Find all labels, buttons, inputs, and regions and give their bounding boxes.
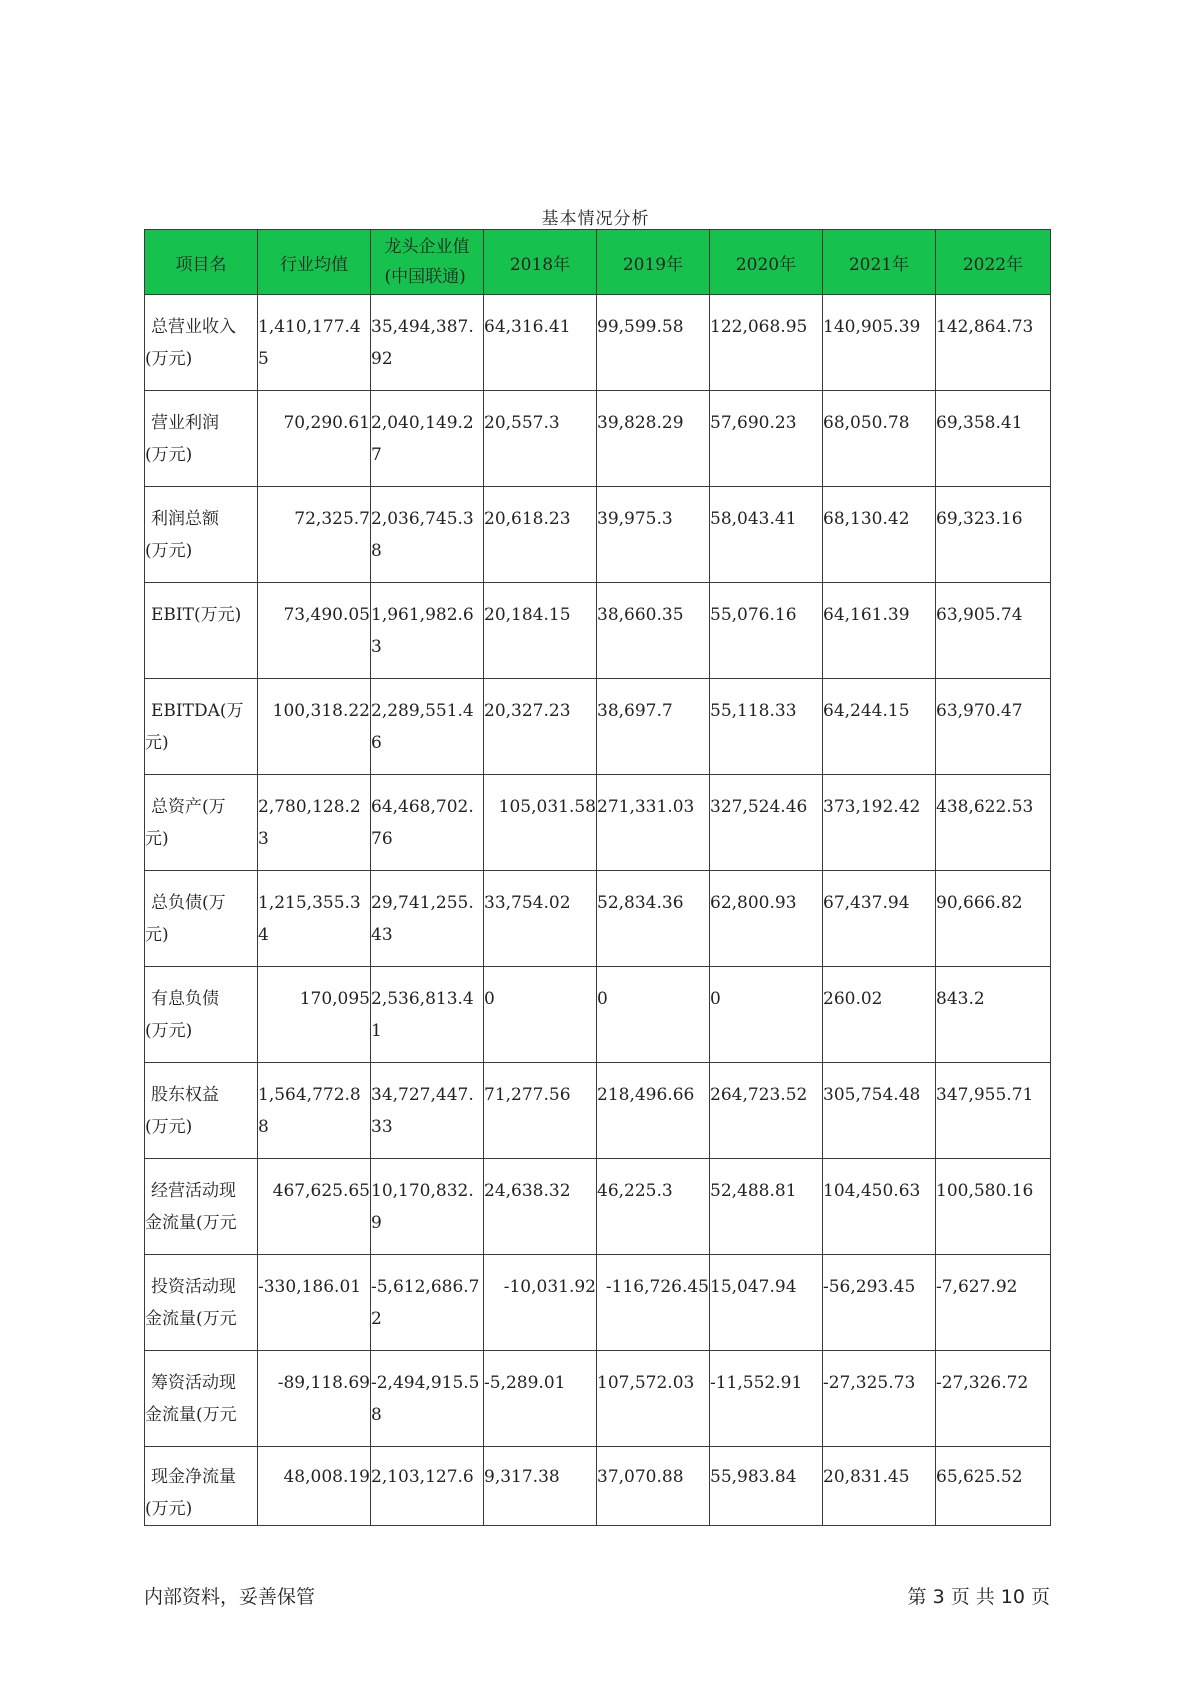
table-cell: 63,905.74 [936,583,1051,679]
table-cell: 73,490.05 [258,583,371,679]
table-row [145,1351,1051,1447]
row-label-line1: 经营活动现 [151,1181,236,1201]
table-row [145,775,1051,871]
table-cell: 62,800.93 [710,871,823,967]
row-label-line1: 现金净流量 [151,1467,236,1487]
table-cell: 58,043.41 [710,487,823,583]
row-label [145,967,258,1063]
table-cell: 70,290.61 [258,391,371,487]
row-label-line1: EBITDA(万 [151,701,244,721]
table-row [145,583,1051,679]
header-leader-value [371,230,484,295]
row-label-line2: (万元) [145,349,193,369]
table-cell: 2,040,149.27 [371,391,484,487]
table-cell: 142,864.73 [936,295,1051,391]
table-cell: 57,690.23 [710,391,823,487]
row-label-line2: (万元) [145,1021,193,1041]
row-label-line1: 有息负债 [151,989,219,1009]
row-label-line2: (万元) [145,1499,193,1519]
row-label [145,1351,258,1447]
table-cell: 105,031.58 [484,775,597,871]
table-cell: 35,494,387.92 [371,295,484,391]
row-label [145,871,258,967]
table-cell: 33,754.02 [484,871,597,967]
table-cell: 68,050.78 [823,391,936,487]
table-cell: 52,488.81 [710,1159,823,1255]
table-cell: 100,580.16 [936,1159,1051,1255]
header-industry-avg: 行业均值 [258,230,371,295]
table-cell: 1,410,177.45 [258,295,371,391]
table-cell: 37,070.88 [597,1447,710,1526]
row-label-line2: 金流量(万元 [145,1213,237,1233]
table-cell: 107,572.03 [597,1351,710,1447]
table-cell: 15,047.94 [710,1255,823,1351]
table-cell: -5,289.01 [484,1351,597,1447]
table-cell: 2,536,813.41 [371,967,484,1063]
row-label [145,1255,258,1351]
table-cell: 55,983.84 [710,1447,823,1526]
table-cell: 39,975.3 [597,487,710,583]
table-cell: 39,828.29 [597,391,710,487]
table-cell: 1,215,355.34 [258,871,371,967]
header-leader-company: (中国联通) [384,267,466,287]
table-cell: 218,496.66 [597,1063,710,1159]
row-label [145,1447,258,1526]
row-label-line1: 总营业收入 [151,317,236,337]
table-cell: 438,622.53 [936,775,1051,871]
table-cell: 100,318.22 [258,679,371,775]
table-cell: 72,325.7 [258,487,371,583]
table-cell: 2,036,745.38 [371,487,484,583]
header-year-2021: 2021年 [823,230,936,295]
table-cell: 264,723.52 [710,1063,823,1159]
table-row [145,1255,1051,1351]
row-label-line1: EBIT(万元) [151,605,242,625]
row-label-line2: 元) [145,829,169,849]
row-label-line1: 投资活动现 [151,1277,236,1297]
table-row [145,679,1051,775]
table-cell: 64,468,702.76 [371,775,484,871]
table-cell: 69,358.41 [936,391,1051,487]
table-cell: -10,031.92 [484,1255,597,1351]
row-label [145,295,258,391]
table-cell: 140,905.39 [823,295,936,391]
table-cell: 90,666.82 [936,871,1051,967]
table-cell: 46,225.3 [597,1159,710,1255]
row-label [145,775,258,871]
table-cell: 20,618.23 [484,487,597,583]
table-cell: 1,961,982.63 [371,583,484,679]
row-label-line1: 股东权益 [151,1085,219,1105]
table-cell: 55,076.16 [710,583,823,679]
table-cell: 260.02 [823,967,936,1063]
table-row [145,1447,1051,1526]
table-cell: 71,277.56 [484,1063,597,1159]
table-cell: 1,564,772.88 [258,1063,371,1159]
table-cell: -7,627.92 [936,1255,1051,1351]
header-item-name: 项目名 [145,230,258,295]
table-cell: -56,293.45 [823,1255,936,1351]
table-cell: 170,095 [258,967,371,1063]
row-label [145,679,258,775]
table-cell: -89,118.69 [258,1351,371,1447]
table-row [145,391,1051,487]
table-cell: 0 [484,967,597,1063]
table-cell: 64,316.41 [484,295,597,391]
table-cell: 347,955.71 [936,1063,1051,1159]
table-cell: 20,557.3 [484,391,597,487]
row-label [145,487,258,583]
header-year-2018: 2018年 [484,230,597,295]
footer-page-number: 第 3 页 共 10 页 [907,1586,1050,1608]
table-cell: 63,970.47 [936,679,1051,775]
row-label-line1: 总资产(万 [151,797,226,817]
row-label [145,583,258,679]
table-cell: 10,170,832.9 [371,1159,484,1255]
row-label [145,1159,258,1255]
basic-analysis-table [144,229,1051,1526]
table-cell: 20,831.45 [823,1447,936,1526]
table-cell: 0 [710,967,823,1063]
table-cell: 68,130.42 [823,487,936,583]
table-row [145,871,1051,967]
header-year-2019: 2019年 [597,230,710,295]
table-cell: 55,118.33 [710,679,823,775]
table-cell: -2,494,915.58 [371,1351,484,1447]
table-cell: 271,331.03 [597,775,710,871]
table-row [145,1063,1051,1159]
table-caption: 基本情况分析 [541,209,650,229]
table-cell: 20,327.23 [484,679,597,775]
header-leader-label: 龙头企业值 [384,237,470,257]
table-cell: 467,625.65 [258,1159,371,1255]
table-cell: 122,068.95 [710,295,823,391]
table-cell: 64,244.15 [823,679,936,775]
table-cell: -27,325.73 [823,1351,936,1447]
table-cell: -27,326.72 [936,1351,1051,1447]
table-row [145,967,1051,1063]
table-cell: -330,186.01 [258,1255,371,1351]
row-label-line2: (万元) [145,445,193,465]
table-cell: 29,741,255.43 [371,871,484,967]
row-label [145,391,258,487]
row-label-line2: 金流量(万元 [145,1405,237,1425]
table-cell: 0 [597,967,710,1063]
table-cell: 38,697.7 [597,679,710,775]
table-cell: 67,437.94 [823,871,936,967]
row-label [145,1063,258,1159]
row-label-line1: 筹资活动现 [151,1373,236,1393]
table-header-row [145,230,1051,295]
table-cell: -5,612,686.72 [371,1255,484,1351]
table-cell: 2,289,551.46 [371,679,484,775]
table-cell: 305,754.48 [823,1063,936,1159]
table-cell: -116,726.45 [597,1255,710,1351]
table-cell: 9,317.38 [484,1447,597,1526]
footer-confidential-note: 内部资料，妥善保管 [144,1586,316,1608]
table-cell: 20,184.15 [484,583,597,679]
row-label-line1: 营业利润 [151,413,219,433]
table-cell: 24,638.32 [484,1159,597,1255]
table-cell: 2,103,127.6 [371,1447,484,1526]
row-label-line2: 元) [145,925,169,945]
table-cell: 99,599.58 [597,295,710,391]
table-cell: 52,834.36 [597,871,710,967]
row-label-line2: (万元) [145,541,193,561]
table-cell: 65,625.52 [936,1447,1051,1526]
table-cell: 38,660.35 [597,583,710,679]
table-cell: 327,524.46 [710,775,823,871]
row-label-line2: 元) [145,733,169,753]
table-cell: 48,008.19 [258,1447,371,1526]
table-cell: -11,552.91 [710,1351,823,1447]
table-cell: 69,323.16 [936,487,1051,583]
row-label-line1: 总负债(万 [151,893,226,913]
table-cell: 34,727,447.33 [371,1063,484,1159]
header-year-2022: 2022年 [936,230,1051,295]
table-cell: 64,161.39 [823,583,936,679]
table-cell: 104,450.63 [823,1159,936,1255]
row-label-line2: 金流量(万元 [145,1309,237,1329]
table-cell: 843.2 [936,967,1051,1063]
table-row [145,295,1051,391]
table-cell: 2,780,128.23 [258,775,371,871]
row-label-line1: 利润总额 [151,509,219,529]
row-label-line2: (万元) [145,1117,193,1137]
table-cell: 373,192.42 [823,775,936,871]
table-row [145,487,1051,583]
table-row [145,1159,1051,1255]
header-year-2020: 2020年 [710,230,823,295]
